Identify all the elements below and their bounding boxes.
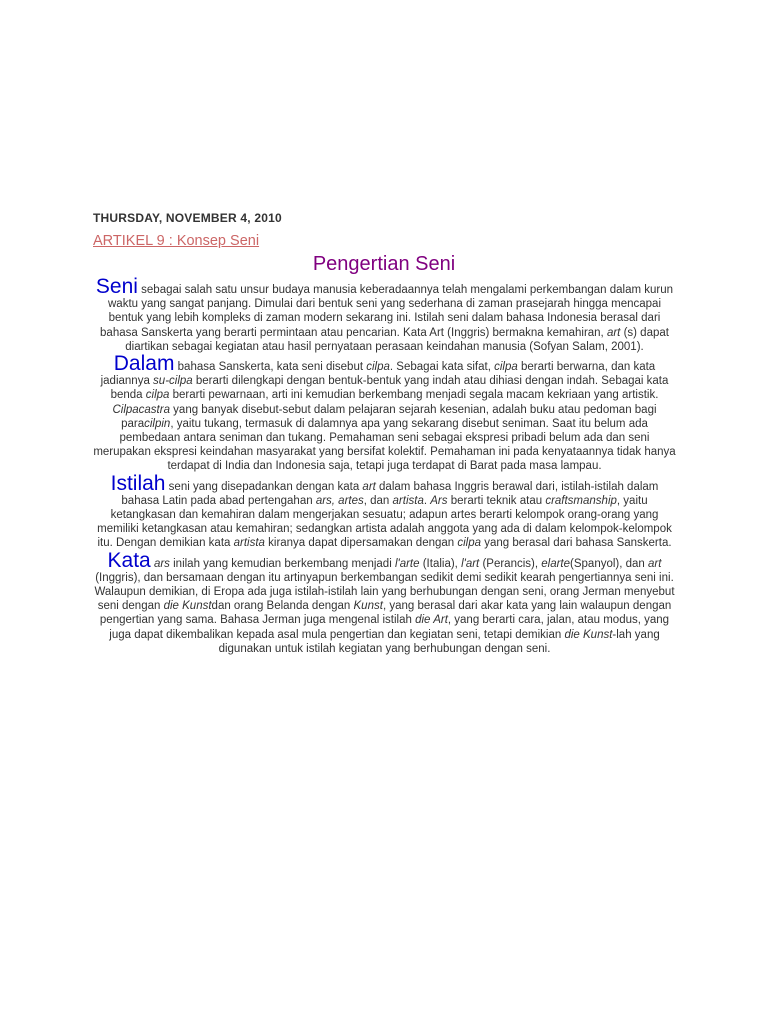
lead-word: Dalam (113, 352, 175, 376)
paragraph-kata: Kata ars inilah yang kemudian berkembang menjadi l'arte (Italia), l'art (Perancis), elarte(Spanyol), dan art (Inggris), dan bersamaan dengan itu artinyapun berkembangan sedikit demi sedikit kearah pengertiannya seni ini. Walaupun demikian, di Eropa ada juga istilah-istilah lain yang berhubungan dengan seni, orang Jerman menyebut seni dengan die Kunstdan orang Belanda dengan Kunst, yang berasal dari akar kata yang lain walaupun dengan pengertian yang sama. Bahasa Jerman juga mengenal istilah die Art, yang berarti cara, jalan, atau modus, yang juga dapat dikembalikan kepada asal mula pengertian dan kegiatan seni, tetapi demikian die Kunst-lah yang digunakan untuk istilah kegiatan yang berhubungan dengan seni. (94, 548, 675, 655)
post-title-link[interactable]: ARTIKEL 9 : Konsep Seni (93, 233, 260, 249)
lead-word: Kata (107, 548, 151, 572)
paragraph-dalam: Dalam bahasa Sanskerta, kata seni disebut cilpa. Sebagai kata sifat, cilpa berarti berwarna, dan kata jadiannya su-cilpa berarti dilengkapi dengan bentuk-bentuk yang indah atau dihiasi dengan indah. Sebagai kata benda cilpa berarti pewarnaan, arti ini kemudian berkembang menjadi segala macam kekriaan yang artistik. Cilpacastra yang banyak disebut-sebut dalam pelajaran sejarah kesenian, adalah buku atau pedoman bagi paracilpin, yaitu tukang, termasuk di dalamnya apa yang sekarang disebut seniman. Saat itu belum ada pembedaan antara seniman dan tukang. Pemahaman seni sebagai ekspresi pribadi belum ada dan seni merupakan ekspresi keindahan masyarakat yang bersifat kolektif. Pemahaman ini pada kenyataannya tidak hanya terdapat di India dan Indonesia saja, tetapi juga terdapat di Barat pada masa lampau. (93, 352, 676, 473)
paragraph-seni: Seni sebagai salah satu unsur budaya manusia keberadaannya telah mengalami perkembangan dalam kurun waktu yang sangat panjang. Dimulai dari bentuk seni yang sederhana di zaman prasejarah hingga mencapai bentuk yang lebih kompleks di zaman modern sekarang ini. Istilah seni dalam bahasa Indonesia berasal dari bahasa Sanskerta yang berarti permintaan atau pencarian. Kata Art (Inggris) bermakna kemahiran, art (s) dapat diartikan sebagai kegiatan atau hasil pernyataan perasaan keindahan manusia (Sofyan Salam, 2001). (95, 275, 674, 353)
lead-word: Seni (95, 275, 138, 298)
article-body (93, 275, 676, 659)
post-date: THURSDAY, NOVEMBER 4, 2010 (93, 211, 282, 225)
paragraph-istilah: Istilah seni yang disepadankan dengan kata art dalam bahasa Inggris berawal dari, istilah-istilah dalam bahasa Latin pada abad pertengahan ars, artes, dan artista. Ars berarti teknik atau craftsmanship, yaitu ketangkasan dan kemahiran dalam mengerjakan sesuatu; adapun artes berarti kelompok orang-orang yang memiliki ketangkasan atau kemahiran; sedangkan artista adalah anggota yang ada di dalam kelompok-kelompok itu. Dengan demikian kata artista kiranya dapat dipersamakan dengan cilpa yang berasal dari bahasa Sanskerta. (97, 471, 672, 550)
lead-word: Istilah (110, 471, 166, 495)
article-heading: Pengertian Seni (312, 253, 456, 275)
